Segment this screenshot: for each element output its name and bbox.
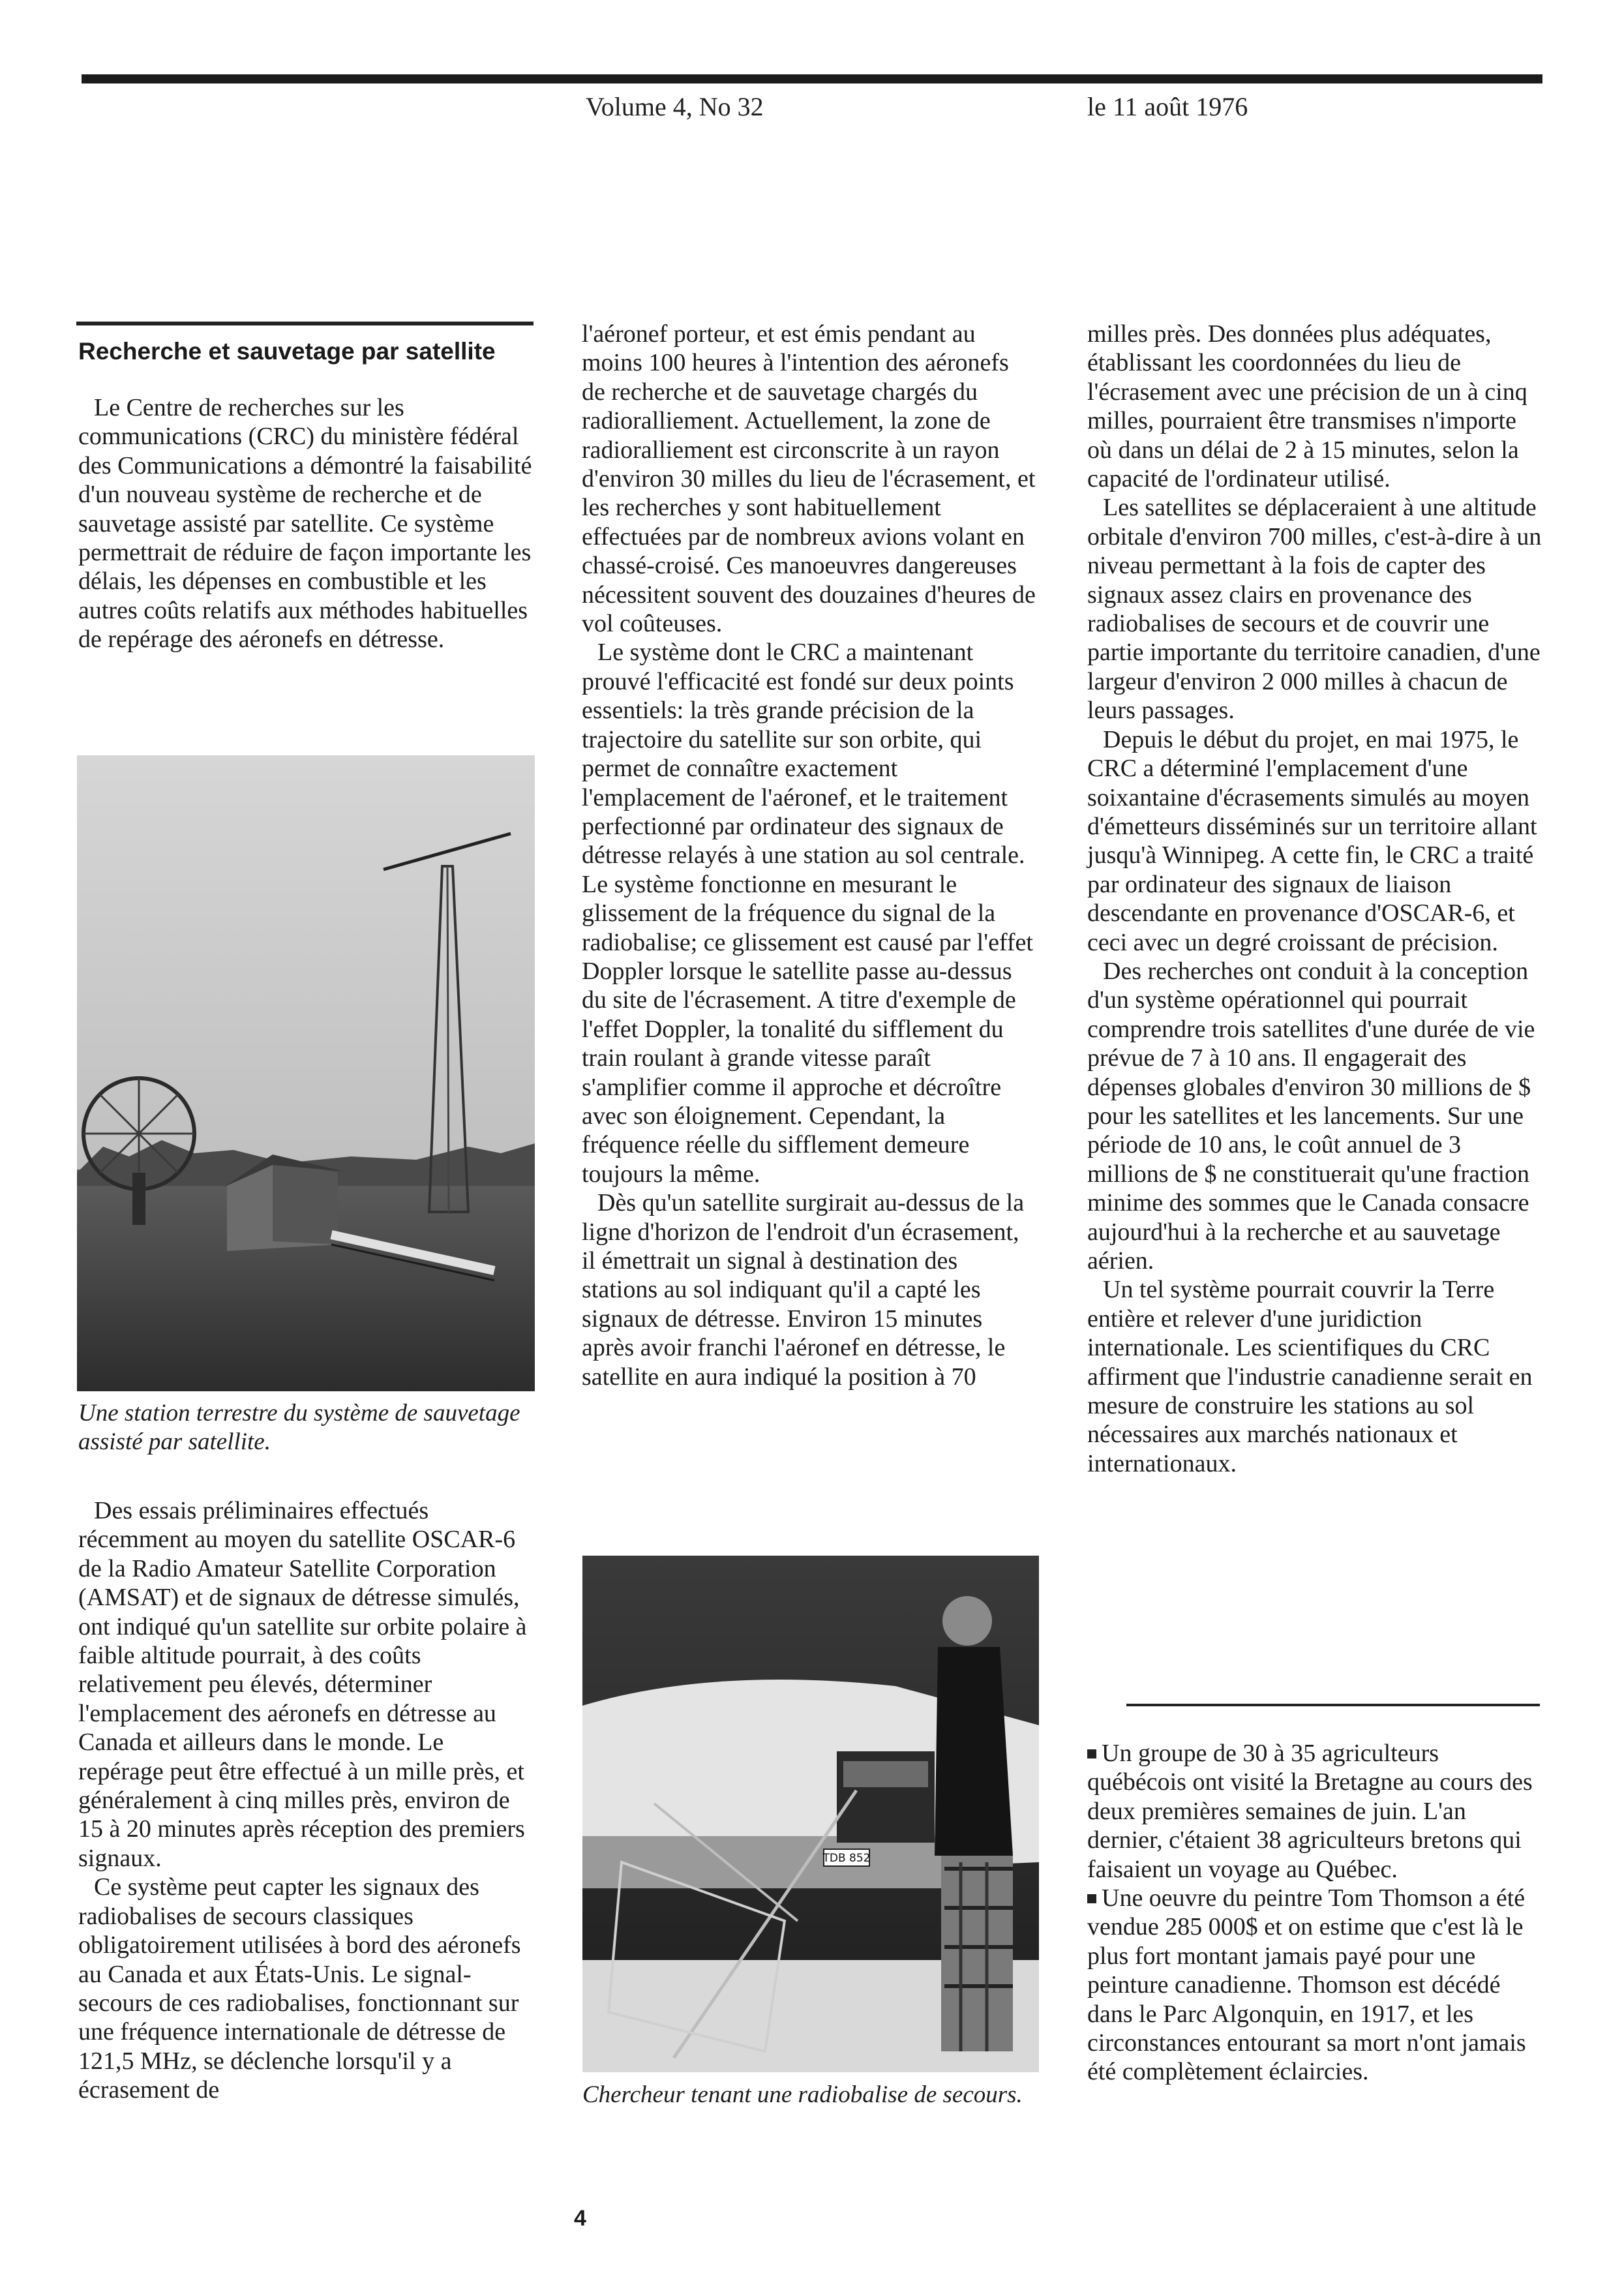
- paragraph: Les satellites se déplaceraient à une altitude orbitale d'environ 700 milles, c'est-à-dire à un niveau permettant à la fois de capter des signaux assez clairs en provenance des radiobalises de secours et de couvrir une partie importante du territoire canadien, d'une largeur d'environ 2 000 milles à chacun de leurs passages.: [1087, 494, 1542, 725]
- article-intro: [78, 393, 535, 654]
- photo-caption: Une station terrestre du système de sauvetage assisté par satellite.: [78, 1400, 520, 1455]
- paragraph: milles près. Des données plus adéquates, établissant les coordonnées du lieu de l'écrasement avec une précision de un à cinq milles, pourraient être transmises n'importe où dans un délai de 2 à 15 minutes, selon la capacité de l'ordinateur utilisé.: [1087, 320, 1527, 493]
- paragraph: Le Centre de recherches sur les communications (CRC) du ministère fédéral des Communications a démontré la faisabilité d'un nouveau système de recherche et de sauvetage assisté par satellite. Ce système permettrait de réduire de façon importante les délais, les dépenses en combustible et les autres coûts relatifs aux méthodes habituelles de repérage des aéronefs en détresse.: [78, 394, 532, 654]
- paragraph: Dès qu'un satellite surgirait au-dessus de la ligne d'horizon de l'endroit d'un écrasement, il émettrait un signal à destination des stations au sol indiquant qu'il a capté les signaux de détresse. Environ 15 minutes après avoir franchi l'aéronef en détresse, le satellite en aura indiqué la position à 70: [582, 1189, 1025, 1391]
- article-title: Recherche et sauvetage par satellite: [78, 338, 496, 365]
- news-brief: Une oeuvre du peintre Tom Thomson a été vendue 285 000$ et on estime que c'est là le plus fort montant jamais payé pour une peinture canadienne. Thomson est décédé dans le Parc Algonquin, en 1917, et les circonstances entourant sa mort n'ont jamais été complètement éclaircies.: [1087, 1884, 1526, 2086]
- ground-station-photo: [77, 755, 535, 1391]
- bullet-icon: [1087, 1894, 1096, 1903]
- researcher-photo: [582, 1556, 1039, 2072]
- paragraph: Des essais préliminaires effectués récemment au moyen du satellite OSCAR-6 de la Radio Amateur Satellite Corporation (AMSAT) et de signaux de détresse simulés, ont indiqué qu'un satellite sur orbite polaire à faible altitude pourrait, à des coûts relativement peu élevés, déterminer l'emplacement des aéronefs en détresse au Canada et ailleurs dans le monde. Le repérage peut être effectué à un mille près, et généralement à cinq milles près, environ de 15 à 20 minutes après réception des premiers signaux.: [78, 1497, 527, 1872]
- license-plate: TDB 852: [822, 1852, 871, 1865]
- volume-number: Volume 4, No 32: [586, 92, 764, 121]
- news-briefs: [1087, 1739, 1544, 2087]
- news-brief: Un groupe de 30 à 35 agriculteurs québécois ont visité la Bretagne au cours des deux premières semaines de juin. L'an dernier, c'étaient 38 agriculteurs bretons qui faisaient un voyage au Québec.: [1087, 1740, 1533, 1883]
- bullet-icon: [1087, 1749, 1096, 1758]
- section-divider: [1126, 1704, 1540, 1706]
- paragraph: Depuis le début du projet, en mai 1975, le CRC a déterminé l'emplacement d'une soixantaine d'écrasements simulés au moyen d'émetteurs disséminés sur un territoire allant jusqu'à Winnipeg. A cette fin, le CRC a traité par ordinateur des signaux de liaison descendante en provenance d'OSCAR-6, et ceci avec un degré croissant de précision.: [1087, 725, 1537, 956]
- paragraph: Ce système peut capter les signaux des radiobalises de secours classiques obligatoirement utilisées à bord des aéronefs au Canada et aux États-Unis. Le signal-secours de ces radiobalises, fonctionnant sur une fréquence internationale de détresse de 121,5 MHz, se déclenche lorsqu'il y a écrasement de: [78, 1873, 521, 2104]
- page-number: 4: [574, 2206, 586, 2231]
- photo-caption: Chercheur tenant une radiobalise de secours.: [582, 2081, 1023, 2108]
- paragraph: Des recherches ont conduit à la conception d'un système opérationnel qui pourrait comprendre trois satellites d'une durée de vie prévue de 7 à 10 ans. Il engagerait des dépenses globales d'environ 30 millions de $ pour les satellites et les lancements. Sur une période de 10 ans, le coût annuel de 3 millions de $ ne constituerait qu'une fraction minime des sommes que le Canada consacre aujourd'hui à la recherche et au sauvetage aérien.: [1087, 957, 1535, 1275]
- article-column-2: [582, 320, 1038, 1391]
- column-rule: [76, 322, 534, 325]
- article-column-1: [78, 1496, 535, 2105]
- paragraph: Le système dont le CRC a maintenant prouvé l'efficacité est fondé sur deux points essentiels: la très grande précision de la trajectoire du satellite sur son orbite, qui permet de connaître exactement l'emplacement de l'aéronef, et le traitement perfectionné par ordinateur des signaux de détresse relayés à une station au sol centrale. Le système fonctionne en mesurant le glissement de la fréquence du signal de la radiobalise; ce glissement est causé par l'effet Doppler lorsque le satellite passe au-dessus du site de l'écrasement. A titre d'exemple de l'effet Doppler, la tonalité du sifflement du train roulant à grande vitesse paraît s'amplifier comme il approche et décroître avec son éloignement. Cependant, la fréquence réelle du sifflement demeure toujours la même.: [582, 639, 1033, 1188]
- issue-date: le 11 août 1976: [1087, 92, 1248, 121]
- paragraph: Un tel système pourrait couvrir la Terre entière et relever d'une juridiction internationale. Les scientifiques du CRC affirment que l'industrie canadienne serait en mesure de construire les stations au sol nécessaires aux marchés nationaux et internationaux.: [1087, 1276, 1533, 1477]
- paragraph: l'aéronef porteur, et est émis pendant au moins 100 heures à l'intention des aéronefs de recherche et de sauvetage chargés du radioralliement. Actuellement, la zone de radioralliement est circonscrite à un rayon d'environ 30 milles du lieu de l'écrasement, et les recherches y sont habituellement effectuées par de nombreux avions volant en chassé-croisé. Ces manoeuvres dangereuses nécessitent souvent des douzaines d'heures de vol coûteuses.: [582, 320, 1036, 638]
- article-column-3: [1087, 320, 1544, 1478]
- top-rule: [82, 74, 1542, 83]
